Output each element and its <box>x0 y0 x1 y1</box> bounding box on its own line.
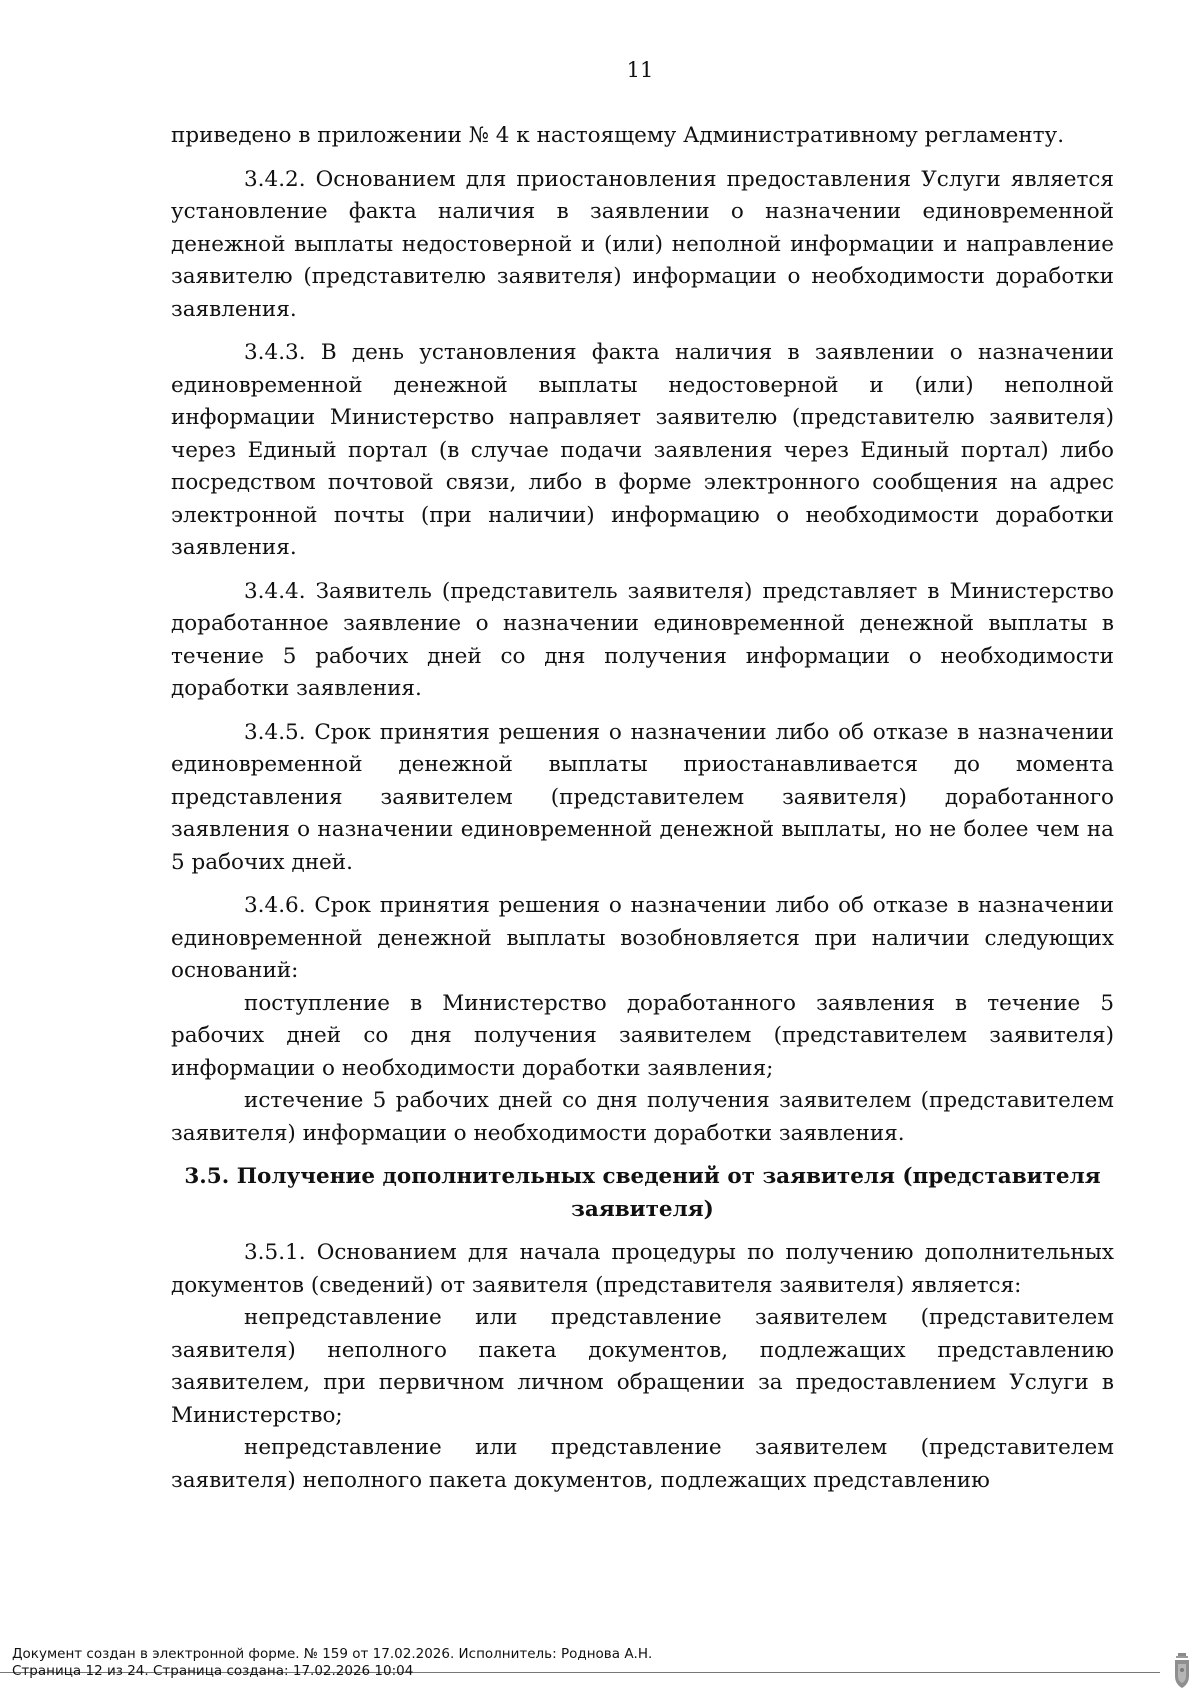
coat-of-arms-icon <box>1172 1652 1192 1690</box>
paragraph-3-4-6: 3.4.6. Срок принятия решения о назначении либо об отказе в назначении единовременной денежной выплаты возобновляется при наличии следующих оснований: <box>171 893 1114 983</box>
paragraph-3-4-5: 3.4.5. Срок принятия решения о назначении либо об отказе в назначении единовременной денежной выплаты приостанавливается до момента представления заявителем (представителем заявителя) доработанного заявления о назначении единовременной денежной выплаты, но не более чем на 5 рабочих дней. <box>171 719 1114 875</box>
list-item-receipt: поступление в Министерство доработанного заявления в течение 5 рабочих дней со дня получения заявителем (представителем заявителя) информации о необходимости доработки заявления; <box>171 990 1114 1081</box>
paragraph-continuation: приведено в приложении № 4 к настоящему Административному регламенту. <box>171 123 1065 148</box>
section-heading-3-5: 3.5. Получение дополнительных сведений от заявителя (представителя заявителя) <box>184 1164 1101 1222</box>
document-body <box>171 120 1114 1497</box>
paragraph-3-4-4: 3.4.4. Заявитель (представитель заявителя) представляет в Министерство доработанное заявление о назначении единовременной денежной выплаты в течение 5 рабочих дней со дня получения информации о необходимости доработки заявления. <box>171 578 1114 701</box>
document-footer <box>12 1646 652 1680</box>
paragraph-3-4-3: 3.4.3. В день установления факта наличия в заявлении о назначении единовременной денежной выплаты недостоверной и (или) неполной информации Министерство направляет заявителю (представителю заявителя) через Единый портал (в случае подачи заявления через Единый портал) либо посредством почтовой связи, либо в форме электронного сообщения на адрес электронной почты (при наличии) информацию о необходимости доработки заявления. <box>171 340 1114 560</box>
list-item-incomplete-continued: непредставление или представление заявителем (представителем заявителя) неполного пакета документов, подлежащих представлению <box>171 1435 1114 1493</box>
paragraph-3-5-1: 3.5.1. Основанием для начала процедуры по получению дополнительных документов (сведений) от заявителя (представителя заявителя) является: <box>171 1240 1114 1298</box>
paragraph-3-4-2: 3.4.2. Основанием для приостановления предоставления Услуги является установление факта наличия в заявлении о назначении единовременной денежной выплаты недостоверной и (или) неполной информации и направление заявителю (представителю заявителя) информации о необходимости доработки заявления. <box>171 166 1114 322</box>
footer-document-info: Документ создан в электронной форме. № 159 от 17.02.2026. Исполнитель: Роднова А.Н. <box>12 1646 653 1662</box>
page-number: 11 <box>626 58 654 82</box>
footer-page-info: Страница 12 из 24. Страница создана: 17.02.2026 10:04 <box>12 1663 414 1679</box>
list-item-incomplete-initial: непредставление или представление заявителем (представителем заявителя) неполного пакета документов, подлежащих представлению заявителем, при первичном личном обращении за предоставлением Услуги в Министерство; <box>171 1305 1114 1428</box>
list-item-expiry: истечение 5 рабочих дней со дня получения заявителем (представителем заявителя) информации о необходимости доработки заявления. <box>171 1088 1114 1146</box>
